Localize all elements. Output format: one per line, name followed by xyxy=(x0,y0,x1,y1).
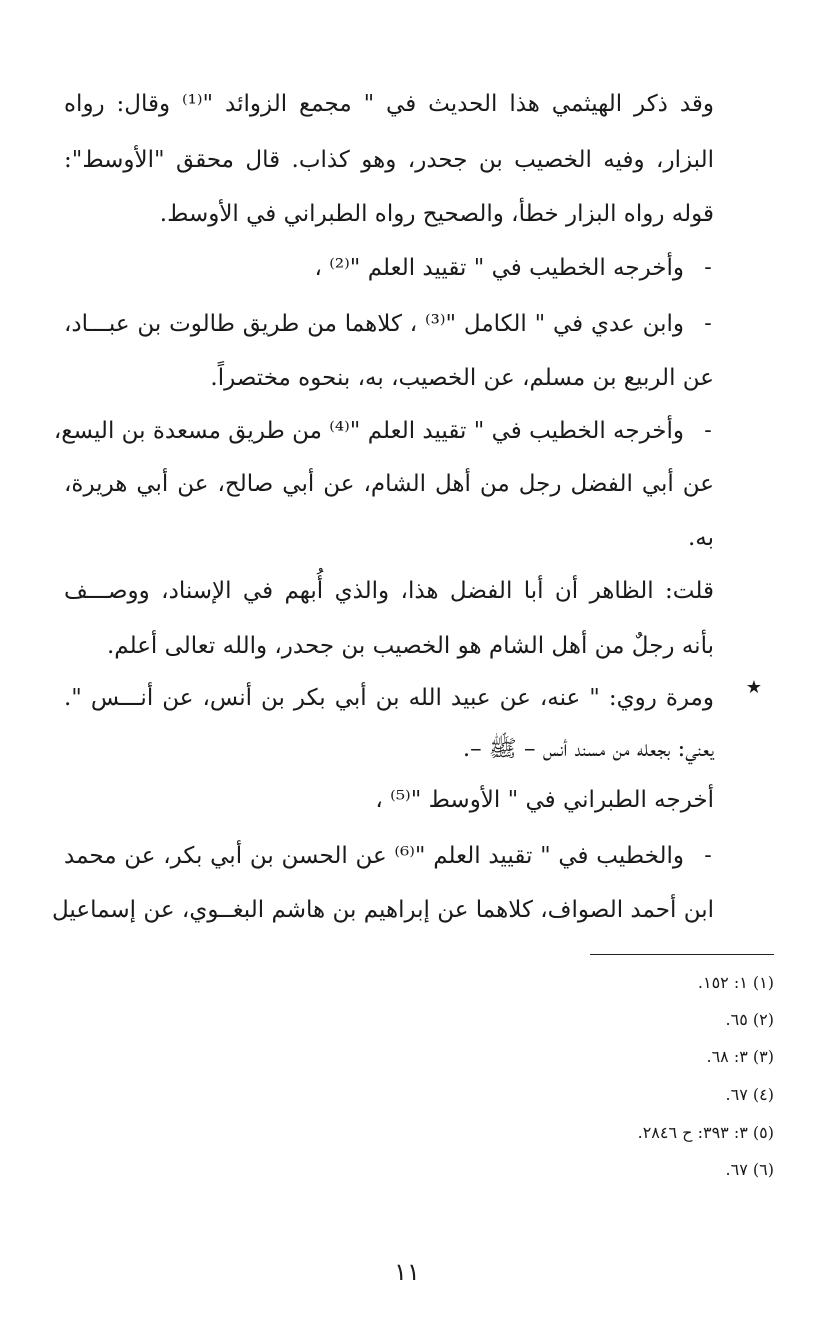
footnote-5: (٥) ٣: ٣٩٣: ح ٢٨٤٦. xyxy=(637,1123,774,1142)
footnote-3: (٣) ٣: ٦٨. xyxy=(706,1047,774,1066)
text-line-15: والخطيب في " تقييد العلم "⁽⁶⁾ عن الحسن بن أبي بكر، عن محمد xyxy=(64,843,684,869)
footnote-separator xyxy=(590,954,774,955)
star-marker-icon: ★ xyxy=(745,677,762,698)
text-line-6: عن الربيع بن مسلم، عن الخصيب، به، بنحوه مختصراً. xyxy=(210,365,714,391)
text-line-4: وأخرجه الخطيب في " تقييد العلم "⁽²⁾ ، xyxy=(314,255,684,281)
footnote-1: (١) ١: ١٥٢. xyxy=(697,973,774,992)
text-line-8: عن أبي الفضل رجل من أهل الشام، عن أبي صالح، عن أبي هريرة، xyxy=(64,471,714,497)
text-line-3: قوله رواه البزار خطأ، والصحيح رواه الطبراني في الأوسط. xyxy=(159,201,714,227)
list-dash: - xyxy=(704,255,712,280)
text-line-9: به. xyxy=(687,525,714,551)
text-line-1: وقد ذكر الهيثمي هذا الحديث في " مجمع الزوائد "⁽¹⁾ وقال: رواه xyxy=(64,91,714,117)
text-line-2: البزار، وفيه الخصيب بن جحدر، وهو كذاب. قال محقق "الأوسط": xyxy=(64,147,714,173)
list-dash: - xyxy=(704,418,712,443)
page-number: ١١ xyxy=(394,1258,420,1286)
text-line-13: يعني: بجعله من مسند أنس – ﷺ –. xyxy=(462,736,714,762)
footnote-6: (٦) ٦٧. xyxy=(725,1160,774,1179)
text-line-7: وأخرجه الخطيب في " تقييد العلم "⁽⁴⁾ من طريق مسعدة بن اليسع، xyxy=(53,418,684,444)
text-line-10: قلت: الظاهر أن أبا الفضل هذا، والذي أُبهم في الإسناد، ووصـــف xyxy=(64,578,714,604)
text-line-14: أخرجه الطبراني في " الأوسط "⁽⁵⁾ ، xyxy=(375,787,714,813)
text-line-11: بأنه رجلٌ من أهل الشام هو الخصيب بن جحدر، والله تعالى أعلم. xyxy=(106,633,714,659)
text-line-16: ابن أحمد الصواف، كلاهما عن إبراهيم بن هاشم البغــوي، عن إسماعيل xyxy=(52,897,714,923)
footnote-2: (٢) ٦٥. xyxy=(725,1010,774,1029)
text-line-5: وابن عدي في " الكامل "⁽³⁾ ، كلاهما من طريق طالوت بن عبـــاد، xyxy=(64,311,684,337)
list-dash: - xyxy=(704,843,712,868)
footnote-4: (٤) ٦٧. xyxy=(725,1085,774,1104)
list-dash: - xyxy=(704,311,712,336)
text-line-12: ومرة روي: " عنه، عن عبيد الله بن أبي بكر بن أنس، عن أنـــس ". xyxy=(64,685,714,711)
